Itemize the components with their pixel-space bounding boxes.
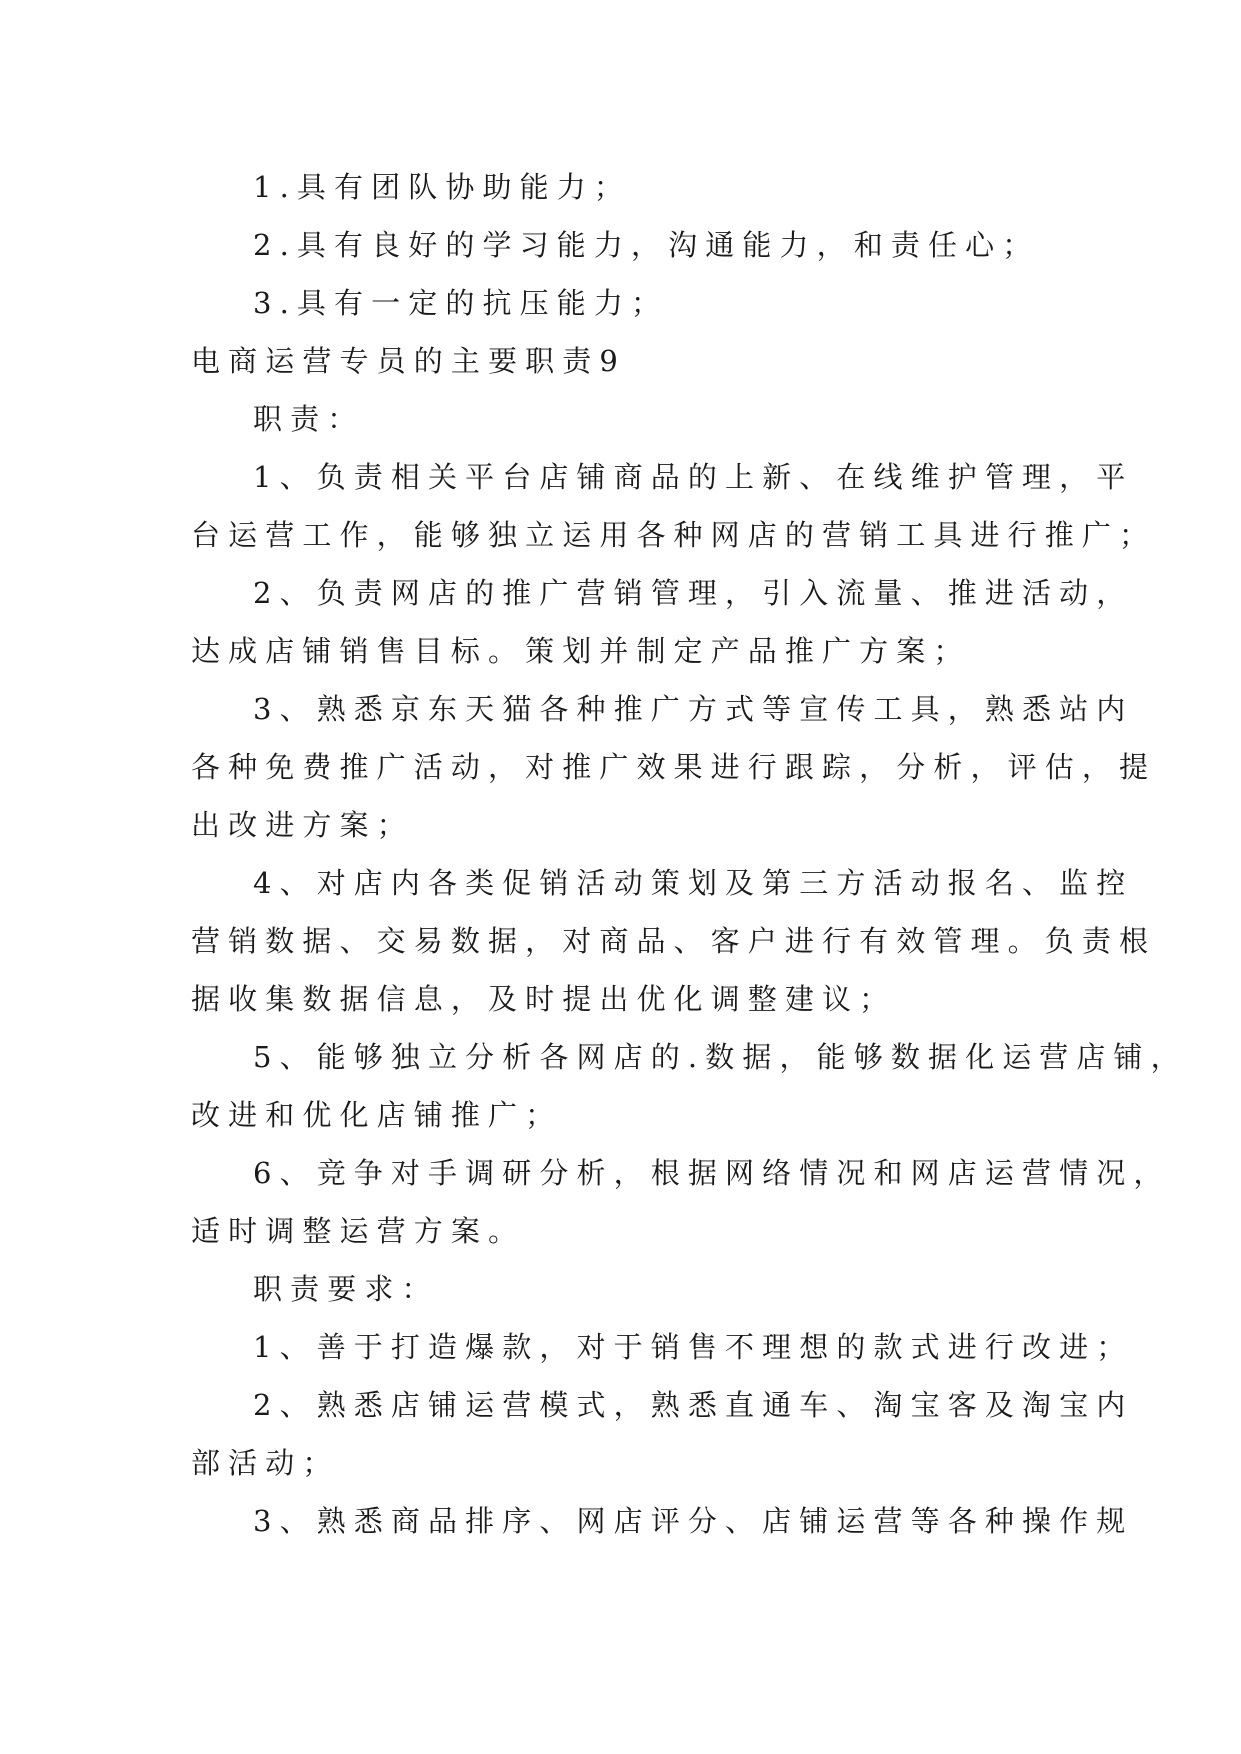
text-line: 2.具有良好的学习能力，沟通能力，和责任心； bbox=[253, 228, 1040, 262]
text-line: 3.具有一定的抗压能力； bbox=[253, 286, 669, 320]
text-line: 达成店铺销售目标。策划并制定产品推广方案； bbox=[191, 634, 971, 668]
text-line: 营销数据、交易数据，对商品、客户进行有效管理。负责根 bbox=[191, 924, 1157, 958]
text-line: 4、对店内各类促销活动策划及第三方活动报名、监控 bbox=[253, 866, 1134, 900]
text-line: 3、熟悉商品排序、网店评分、店铺运营等各种操作规 bbox=[253, 1504, 1134, 1538]
text-line: 3、熟悉京东天猫各种推广方式等宣传工具，熟悉站内 bbox=[253, 692, 1134, 726]
text-line: 台运营工作，能够独立运用各种网店的营销工具进行推广； bbox=[191, 518, 1157, 552]
text-line: 1.具有团队协助能力； bbox=[253, 170, 631, 204]
text-line: 2、负责网店的推广营销管理，引入流量、推进活动， bbox=[253, 576, 1134, 610]
text-line: 适时调整运营方案。 bbox=[191, 1214, 526, 1248]
subheading-duties: 职责： bbox=[253, 402, 365, 436]
text-line: 改进和优化店铺推广； bbox=[191, 1098, 563, 1132]
document-body bbox=[191, 158, 1188, 1550]
text-line: 6、竞争对手调研分析，根据网络情况和网店运营情况， bbox=[253, 1156, 1171, 1190]
text-line: 5、能够独立分析各网店的.数据，能够数据化运营店铺， bbox=[253, 1040, 1188, 1074]
text-line: 据收集数据信息，及时提出优化调整建议； bbox=[191, 982, 897, 1016]
text-line: 1、善于打造爆款，对于销售不理想的款式进行改进； bbox=[253, 1330, 1134, 1364]
text-line: 出改进方案； bbox=[191, 808, 414, 842]
text-line: 1、负责相关平台店铺商品的上新、在线维护管理，平 bbox=[253, 460, 1134, 494]
text-line: 2、熟悉店铺运营模式，熟悉直通车、淘宝客及淘宝内 bbox=[253, 1388, 1134, 1422]
text-line: 部活动； bbox=[191, 1446, 340, 1480]
section-heading: 电商运营专员的主要职责9 bbox=[191, 344, 626, 378]
subheading-requirements: 职责要求： bbox=[253, 1272, 439, 1306]
text-line: 各种免费推广活动，对推广效果进行跟踪，分析，评估，提 bbox=[191, 750, 1157, 784]
